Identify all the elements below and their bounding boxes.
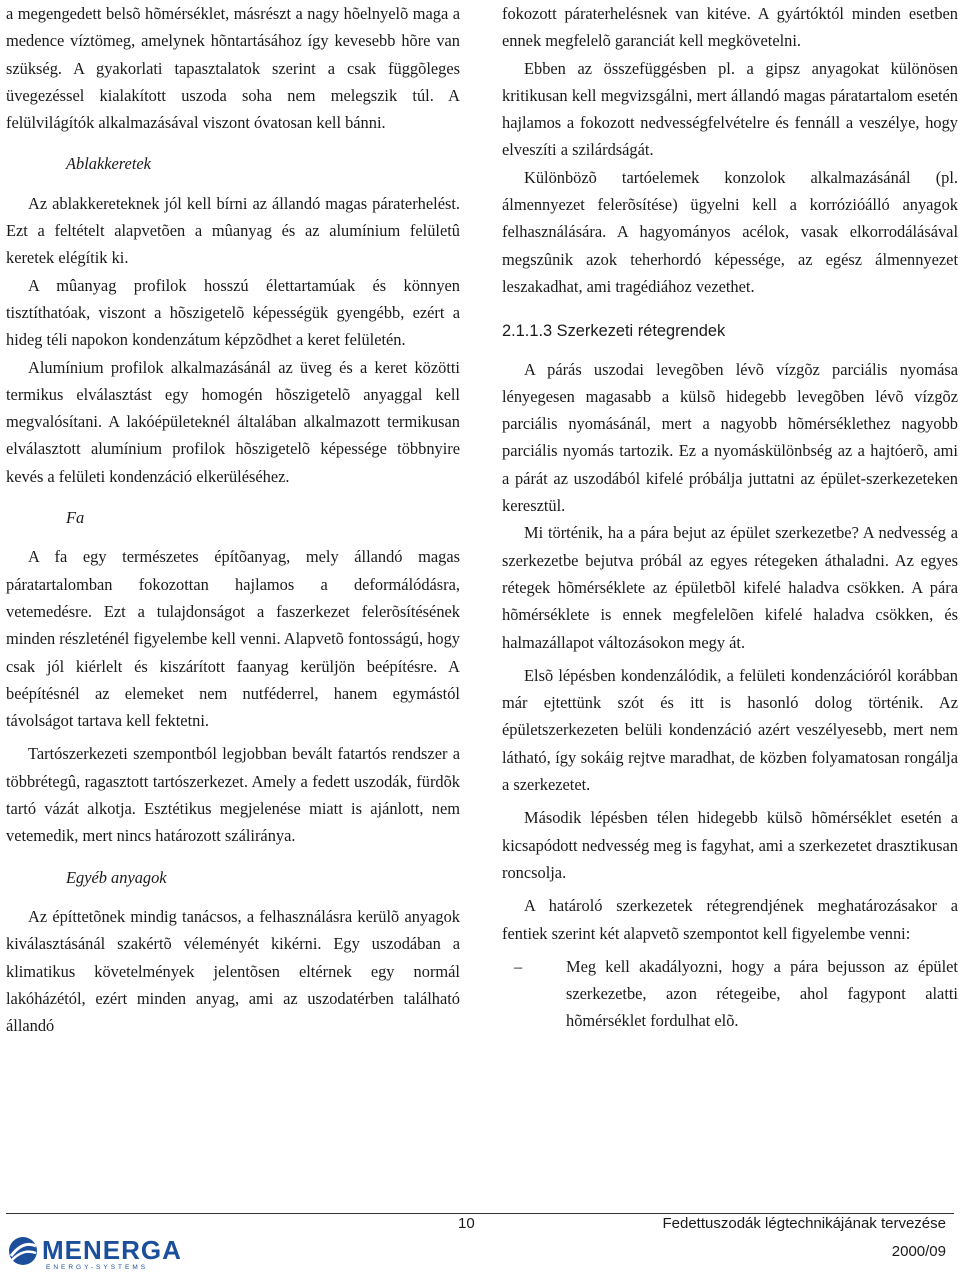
left-paragraph-6: Tartószerkezeti szempontból legjobban bevált fatartós rendszer a többrétegû, ragasztott tartószerkezet. Amely a fedett uszodák, fürdõk tartó vázát alkotja. Esztétikus megjelenése miatt is ajánlott, nem vetemedik, mert nincs határozott száliránya.: [6, 744, 460, 846]
right-paragraph-3: Különbözõ tartóelemek konzolok alkalmazásánál (pl. álmennyezet felerõsítése) ügyelni kell a korrózióálló anyagok felhasználására. A hagyományos acélok, vasak elkorrodálásával megszûnik azok teherhordó képessége, az egész álmennyezet leszakadhat, ami tragédiához vezethet.: [502, 167, 958, 296]
right-paragraph-6: Elsõ lépésben kondenzálódik, a felületi kondenzációról korábban már ejtettünk szót és itt is hasonló dolog történik. Az épületszerkezeten belüli kondenzáció azért veszélyesebb, mert nem látható, így sokáig rejtve maradhat, de közben folyamatosan rongálja a szerkezetet.: [502, 665, 958, 795]
list-item: [514, 953, 958, 1035]
right-column: [502, 0, 958, 1035]
list-item-text: Meg kell akadályozni, hogy a pára bejusson az épület szerkezetbe, azon rétegeibe, ahol fagypont alatti hõmérséklet fordulhat elõ.: [566, 956, 958, 1031]
footer-divider: [6, 1213, 954, 1214]
left-paragraph-2: Az ablakkereteknek jól kell bírni az állandó magas páraterhelést. Ezt a feltételt alapvetõen a mûanyag és az alumínium felületû keretek elégítik ki.: [6, 193, 460, 268]
left-paragraph-3: A mûanyag profilok hosszú élettartamúak és könnyen tisztíthatóak, viszont a hõszigetelõ képességük gyengébb, ezért a hideg téli napokon kondenzátum képzõdhet a keret felületén.: [6, 275, 460, 350]
footer-date: 2000/09: [891, 1243, 946, 1260]
left-paragraph-4: Alumínium profilok alkalmazásánál az üveg és a keret közötti termikus elválasztást egy homogén hõszigetelõ anyaggal kell megvalósítani. A lakóépületeknél általában alkalmazott termikusan elválasztott alumínium profilok hõszigetelõ képessége többnyire kevés a felületi kondenzáció elkerüléséhez.: [6, 357, 460, 486]
svg-text:ENERGY-SYSTEMS: ENERGY-SYSTEMS: [46, 1264, 149, 1271]
menerga-logo: [6, 1232, 196, 1272]
subheading-fa: Fa: [66, 508, 85, 528]
footer-title: Fedettuszodák légtechnikájának tervezése: [662, 1215, 946, 1232]
svg-text:MENERGA: MENERGA: [42, 1235, 182, 1265]
section-heading: 2.1.1.3 Szerkezeti rétegrendek: [502, 322, 726, 341]
left-column: [6, 0, 460, 1039]
right-paragraph-1: fokozott páraterhelésnek van kitéve. A gyártóktól minden esetben ennek megfelelõ garanciát kell megkövetelni.: [502, 4, 958, 51]
page-number: 10: [458, 1215, 475, 1232]
subheading-ablakkeretek: Ablakkeretek: [66, 154, 151, 174]
right-paragraph-5: Mi történik, ha a pára bejut az épület szerkezetbe? A nedvesség a szerkezetbe bejutva próbál az egyes rétegeken áthaladni. Az egyes rétegek hõmérséklete az épületbõl kifelé haladva csökken. A pára hõmérséklete is ennek megfelelõen kifelé haladva csökken, és halmazállapot változásokon megy át.: [502, 523, 958, 652]
left-paragraph-5: A fa egy természetes építõanyag, mely állandó magas páratartalomban fokozottan hajlamos a deformálódásra, vetemedésre. Ezt a tulajdonságot a faszerkezet felerõsítésének minden részleténél figyelembe kell venni. Alapvetõ fontosságú, hogy csak jól kiérlelt és kiszárított faanyag kerüljön beépítésre. A beépítésnél az elemeket nem nutféderrel, hanem egymástól távolságot tartava kell fektetni.: [6, 547, 460, 731]
dash-bullet-icon: –: [514, 956, 523, 976]
right-paragraph-7: Második lépésben télen hidegebb külsõ hõmérséklet esetén a kicsapódott nedvesség meg is fagyhat, ami a szerkezetet drasztikusan roncsolja.: [502, 808, 958, 882]
right-paragraph-2: Ebben az összefüggésben pl. a gipsz anyagokat különösen kritikusan kell megvizsgálni, mert állandó magas páratartalom esetén hajlamos a fokozott nedvességfelvételre és fennáll a veszélye, hogy elveszíti a szilárdságát.: [502, 58, 958, 160]
right-paragraph-8: A határoló szerkezetek rétegrendjének meghatározásakor a fentiek szerint két alapvetõ szempontot kell figyelembe venni:: [502, 896, 958, 943]
left-paragraph-7: Az építtetõnek mindig tanácsos, a felhasználásra kerülõ anyagok kiválasztásánál szakértõ véleményét kikérni. Egy uszodában a klimatikus követelmények jelentõsen eltérnek egy normál lakóházétól, ezért minden anyag, ami az uszodatérben található állandó: [6, 906, 460, 1036]
left-paragraph-1: a megengedett belsõ hõmérséklet, másrészt a nagy hõelnyelõ maga a medence víztömeg, amelynek hõntartásához így kevesebb hõre van szükség. A gyakorlati tapasztalatok szerint a csak függõleges üvegezéssel kialakított uszoda soha nem melegszik túl. A felülvilágítók alkalmazásával viszont óvatosan kell bánni.: [6, 4, 460, 133]
logo-mark-icon: [9, 1237, 37, 1265]
subheading-egyeb-anyagok: Egyéb anyagok: [66, 867, 167, 887]
right-paragraph-4: A párás uszodai levegõben lévõ vízgõz parciális nyomása lényegesen magasabb a külsõ hidegebb levegõben lévõ vízgõz parciális nyomásánál, mert a nagyobb hõmérséklethez nagyobb parciális nyomás tartozik. Ez a nyomáskülönbség az a hajtóerõ, ami a párát az uszodából kifelé próbálja juttatni az épület-szerkezeteken keresztül.: [502, 359, 958, 516]
